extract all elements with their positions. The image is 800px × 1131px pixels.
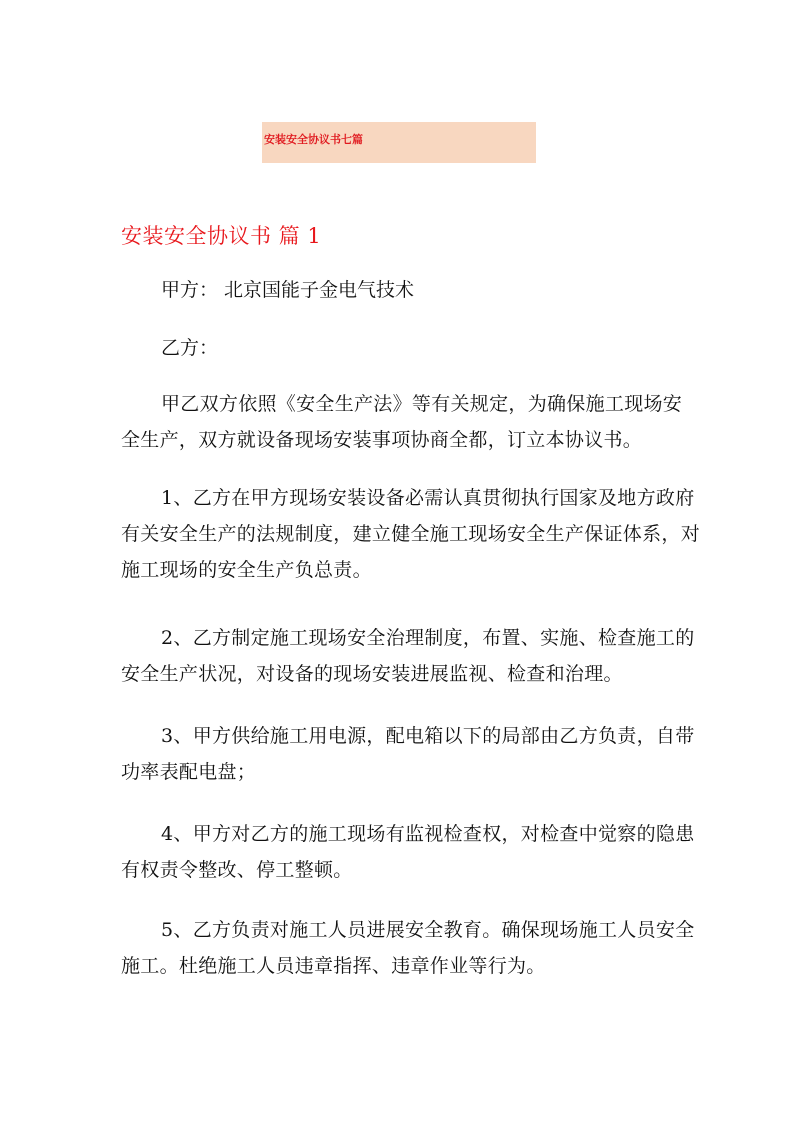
- section-heading: 安装安全协议书 篇 1: [121, 224, 322, 248]
- clause-4-paragraph: 4、甲方对乙方的施工现场有监视检查权，对检查中觉察的隐患有权责令整改、停工整顿。: [121, 823, 695, 881]
- party-b-line: 乙方：: [161, 337, 219, 359]
- party-a-line: 甲方： 北京国能子金电气技术: [161, 279, 415, 301]
- clause-1-paragraph: 1、乙方在甲方现场安装设备必需认真贯彻执行国家及地方政府有关安全生产的法规制度，建立健全施工现场安全生产保证体系，对施工现场的安全生产负总责。: [121, 487, 701, 581]
- intro-paragraph: 甲乙双方依照《安全生产法》等有关规定，为确保施工现场安全生产，双方就设备现场安装事项协商全都，订立本协议书。: [121, 393, 683, 451]
- banner-title: 安装安全协议书七篇: [264, 133, 363, 146]
- document-title-banner: [262, 122, 536, 163]
- clause-3-paragraph: 3、甲方供给施工用电源，配电箱以下的局部由乙方负责，自带功率表配电盘；: [121, 725, 695, 783]
- clause-5-paragraph: 5、乙方负责对施工人员进展安全教育。确保现场施工人员安全施工。杜绝施工人员违章指挥、违章作业等行为。: [121, 919, 695, 977]
- clause-2-paragraph: 2、乙方制定施工现场安全治理制度，布置、实施、检查施工的安全生产状况，对设备的现场安装进展监视、检查和治理。: [121, 627, 695, 685]
